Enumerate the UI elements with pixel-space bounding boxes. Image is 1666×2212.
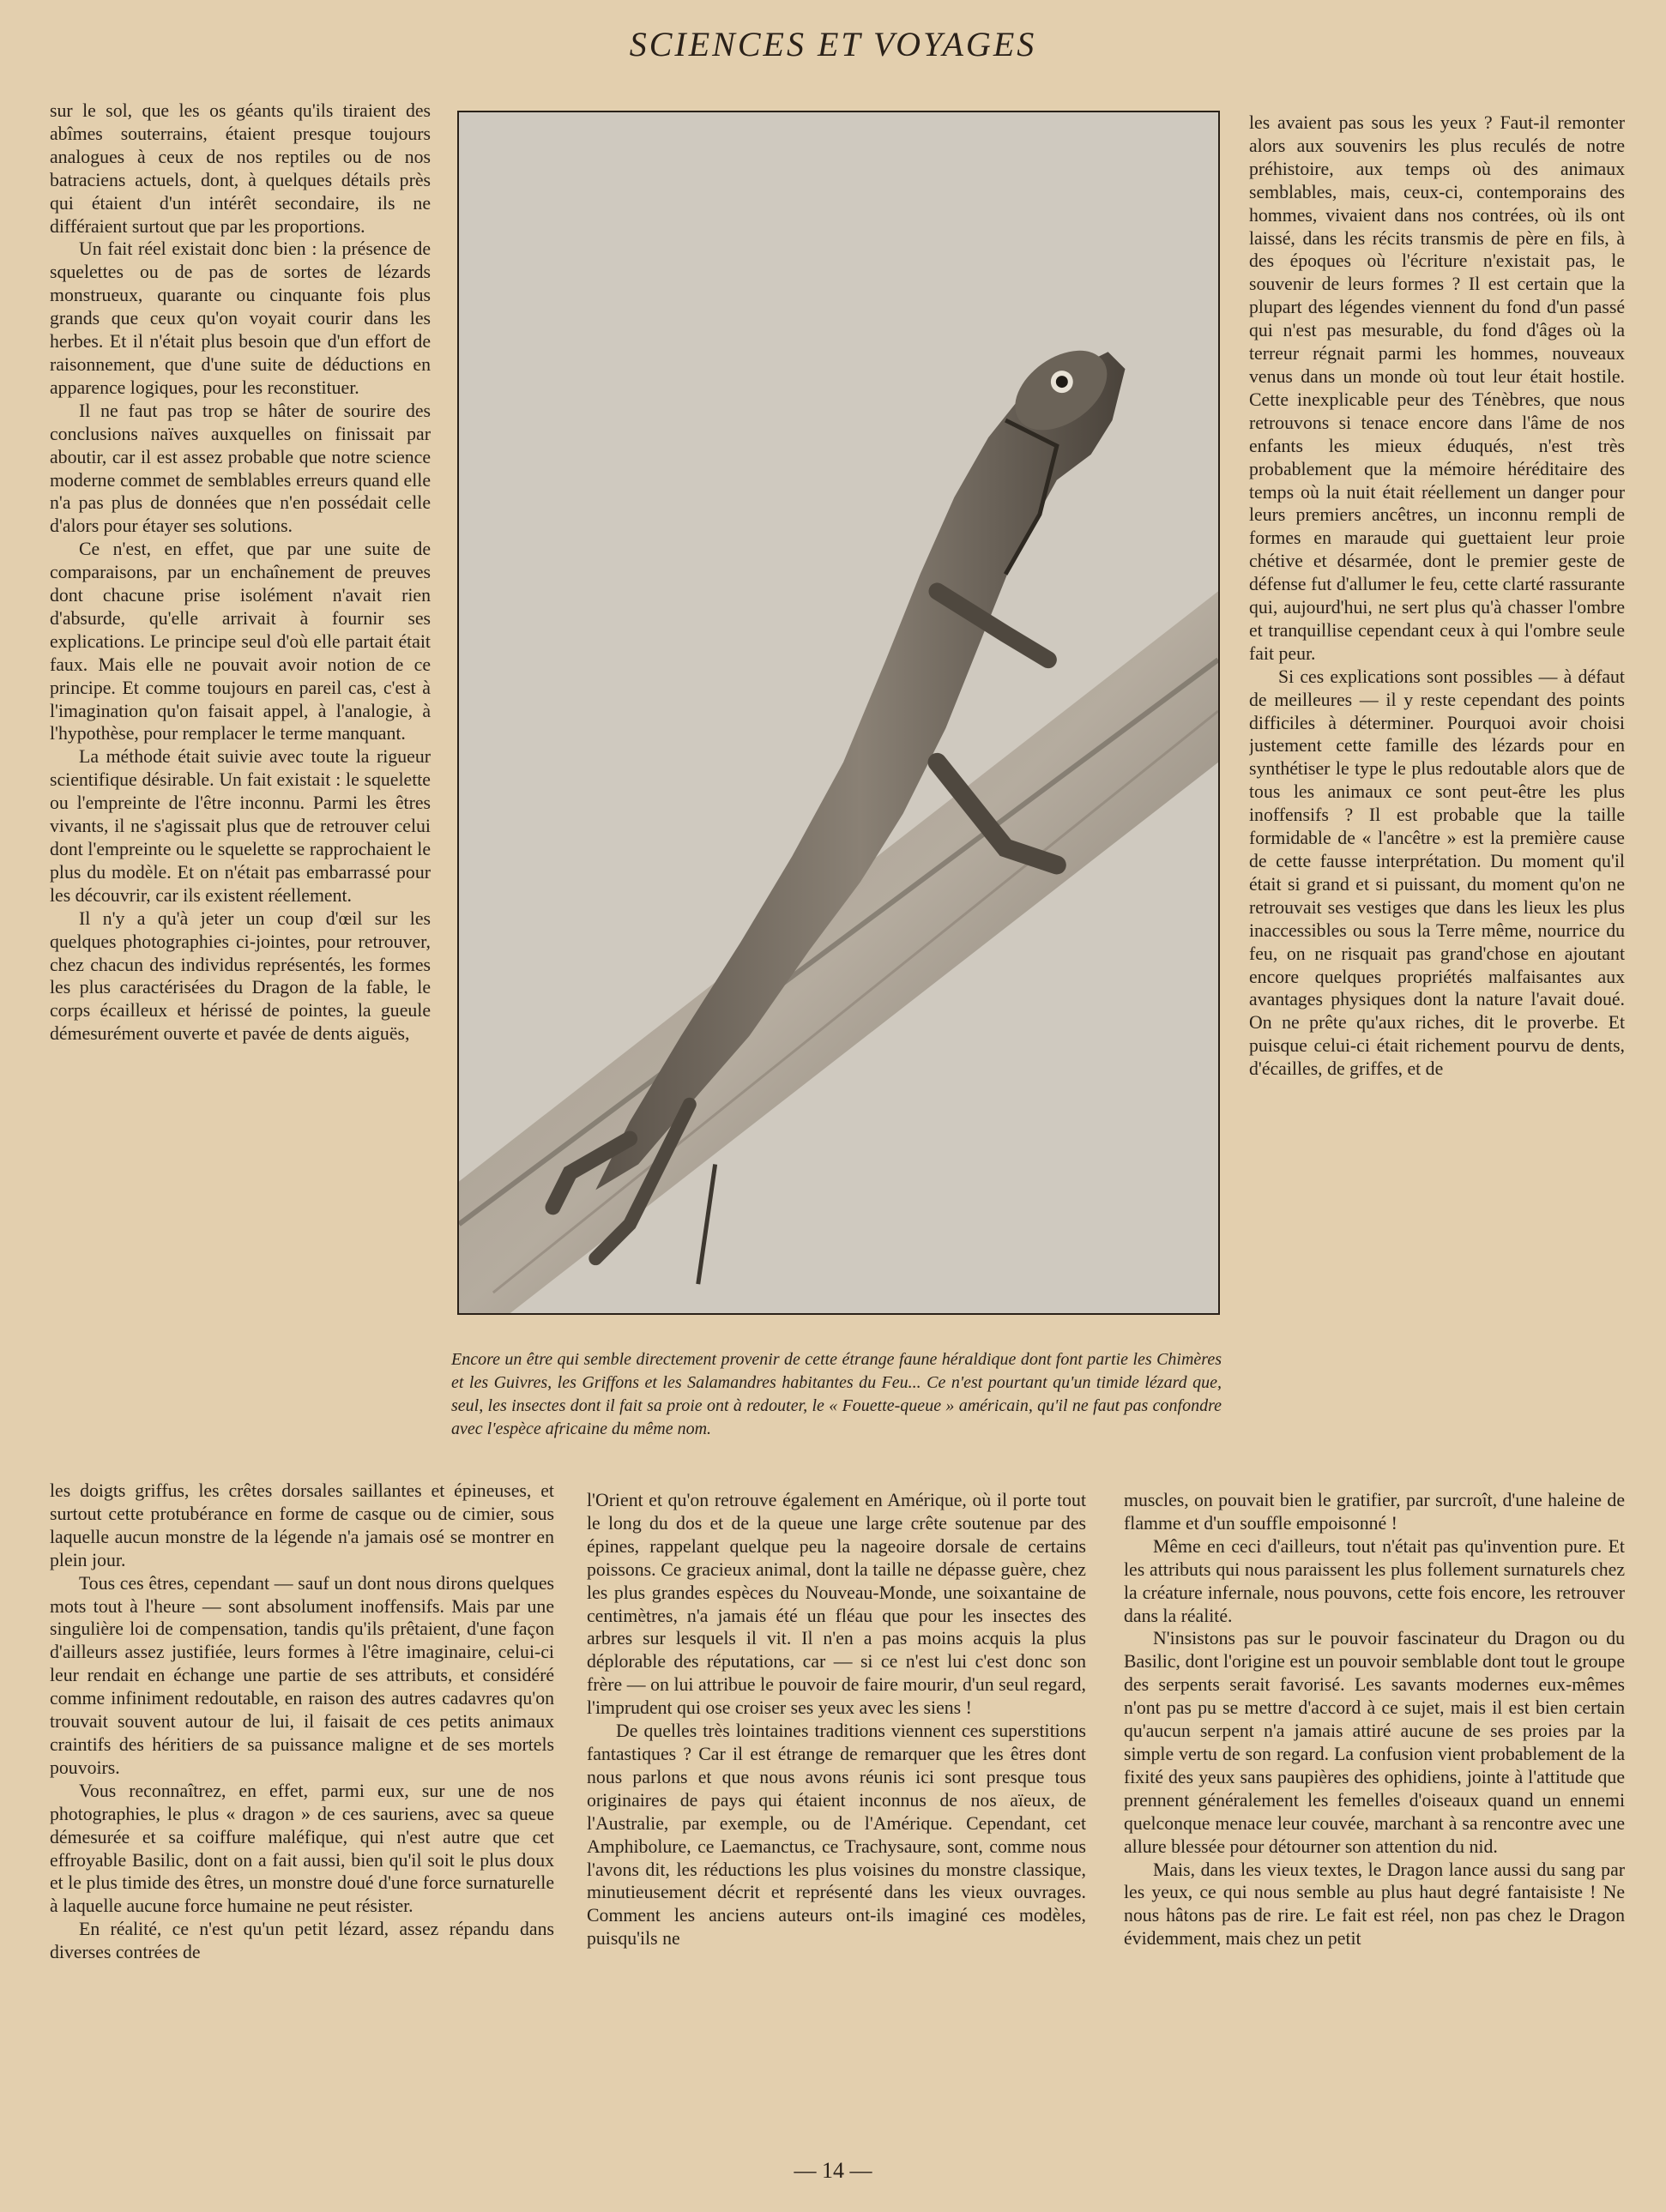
paragraph: Même en ceci d'ailleurs, tout n'était pas qu'invention pure. Et les attributs qui nous paraissent les plus follement surnaturels chez la créature infernale, nous pouvons, cette fois encore, les retrouver dans la réalité. (1124, 1535, 1625, 1626)
page-number: — 14 — (794, 2158, 872, 2183)
page-header: SCIENCES ET VOYAGES (629, 25, 1037, 63)
paragraph: Si ces explications sont possibles — à défaut de meilleures — il y reste cependant des points difficiles à déterminer. Pourquoi avoir choisi justement cette famille des lézards pour en synthétiser le type le plus redoutable alors que de tous les animaux ce sont peut-être les plus inoffensifs ? Il est probable que la taille formidable de « l'ancêtre » est la première cause de cette fausse interprétation. Du moment qu'il était si grand et si puissant, du moment qu'on ne retrouvait ses vestiges que dans les lieux les plus inaccessibles ou sous la Terre même, nourrice du feu, on ne risquait pas grand'chose en ajoutant encore quelques propriétés malfaisantes aux avantages physiques dont la nature l'avait doué. On ne prête qu'aux riches, dit le proverbe. Et puisque celui-ci était richement pourvu de dents, d'écailles, de griffes, et de (1249, 666, 1625, 1080)
lizard-photograph (457, 111, 1220, 1315)
text-column-bottom-2 (587, 1489, 1086, 2175)
paragraph: Il n'y a qu'à jeter un coup d'œil sur les quelques photographies ci-jointes, pour retrouver, chez chacun des individus représentés, les formes les plus caractérisées du Dragon de la fable, le corps écailleux et hérissé de pointes, la gueule démesurément ouverte et pavée de dents aiguës, (50, 907, 431, 1045)
paragraph: Un fait réel existait donc bien : la présence de squelettes ou de pas de sortes de lézards monstrueux, quarante ou cinquante fois plus grands que ceux qu'on voyait courir dans les herbes. Et il n'était plus besoin que d'un effort de raisonnement, que d'une suite de déductions en apparence logiques, pour les reconstituer. (50, 238, 431, 398)
paragraph: les doigts griffus, les crêtes dorsales saillantes et épineuses, et surtout cette protubérance en forme de casque ou de cimier, sous laquelle aucun monstre de la légende n'a jamais osé se montrer en plein jour. (50, 1480, 554, 1570)
figure-caption: Encore un être qui semble directement provenir de cette étrange faune héraldique dont font partie les Chimères et les Guivres, les Griffons et les Salamandres habitantes du Feu... Ce n'est pourtant qu'un timide lézard que, seul, les insectes dont il fait sa proie ont à redouter, le « Fouette-queue » américain, qu'il ne faut pas confondre avec l'espèce africaine du même nom. (451, 1350, 1222, 1438)
paragraph: Il ne faut pas trop se hâter de sourire des conclusions naïves auxquelles on finissait par aboutir, car il est assez probable que notre science moderne commet de semblables erreurs quand elle n'a pas plus de données que n'en possédait celle d'alors pour étayer ses solutions. (50, 400, 431, 537)
text-column-bottom-1 (50, 1480, 554, 2183)
text-column-bottom-3 (1124, 1489, 1625, 2175)
paragraph: En réalité, ce n'est qu'un petit lézard, assez répandu dans diverses contrées de (50, 1919, 554, 1963)
paragraph: les avaient pas sous les yeux ? Faut-il remonter alors aux souvenirs les plus reculés de notre préhistoire, aux temps où des animaux semblables, mais, ceux-ci, contemporains des hommes, vivaient dans nos contrées, où ils ont laissé, dans les récits transmis de père en fils, à des époques où l'écriture n'existait pas, le souvenir de leurs formes ? Il est certain que la plupart des légendes viennent du fond d'un passé qui n'est pas mesurable, du fond d'âges où la terreur régnait parmi les hommes, nouveaux venus dans un monde où tout leur était hostile. Cette inexplicable peur des Ténèbres, que nous retrouvons si tenace encore dans l'âme de nos enfants les mieux éduqués, n'est très probablement que la mémoire héréditaire des temps où la nuit était réellement un danger pour leurs premiers ancêtres, un inconnu rempli de formes en maraude qui guettaient leur proie chétive et désarmée, dont le premier geste de défense fut d'allumer le feu, cette clarté rassurante qui, aujourd'hui, ne sert plus qu'à chasser l'ombre et tranquillise cependant ceux à qui l'ombre seule fait peur. (1249, 112, 1625, 664)
paragraph: De quelles très lointaines traditions viennent ces superstitions fantastiques ? Car il est étrange de remarquer que les êtres dont nous parlons et que nous avons réunis ici sont presque tous originaires de pays qui étaient inconnus de nos aïeux, de l'Australie, par exemple, ou de l'Amérique. Cependant, cet Amphibolure, ce Laemanctus, ce Trachysaure, sont, comme nous l'avons dit, les réductions les plus voisines du monstre classique, minutieusement décrit et représenté dans les vieux ouvrages. Comment les anciens auteurs ont-ils imaginé ces modèles, puisqu'ils ne (587, 1721, 1086, 1950)
lizard-illustration (459, 112, 1218, 1313)
paragraph: N'insistons pas sur le pouvoir fascinateur du Dragon ou du Basilic, dont l'origine est un pouvoir semblable dont tout le groupe des serpents serait favorisé. Les savants modernes eux-mêmes n'ont pas pu se mettre d'accord à ce sujet, mais il est bien certain qu'aucun serpent n'a jamais attiré aucune de ses proies par la simple vertu de son regard. La confusion vient probablement de la fixité des yeux sans paupières des ophidiens, jointe à l'attitude que prennent généralement les femelles d'oiseaux quand un ennemi quelconque menace leur couvée, marchant à sa rencontre avec une allure blessée pour détourner son attention du nid. (1124, 1628, 1625, 1857)
paragraph: muscles, on pouvait bien le gratifier, par surcroît, d'une haleine de flamme et d'un souffle empoisonné ! (1124, 1490, 1625, 1534)
text-column-left (50, 99, 431, 1472)
paragraph: Vous reconnaîtrez, en effet, parmi eux, sur une de nos photographies, le plus « dragon » de ces sauriens, avec sa queue démesurée et sa coiffure maléfique, qui n'est autre que cet effroyable Basilic, dont on a fait aussi, bien qu'il soit le plus doux et le plus timide des êtres, un monstre doué d'une force surnaturelle à laquelle aucune force humaine ne peut résister. (50, 1780, 554, 1917)
paragraph: Tous ces êtres, cependant — sauf un dont nous dirons quelques mots tout à l'heure — sont absolument inoffensifs. Mais par une singulière loi de compensation, tandis qu'ils prêtaient, d'une façon d'ailleurs assez justifiée, leurs formes à l'être imaginaire, celui-ci leur rendait en échange une partie de ses attributs, et considéré comme infiniment redoutable, en raison des autres cadavres qu'on trouvait souvent autour de lui, il faisait de ces petits animaux craintifs des héritiers de sa puissance maligne et de ses mortels pouvoirs. (50, 1572, 554, 1778)
text-column-right (1249, 112, 1625, 1484)
paragraph: Ce n'est, en effet, que par une suite de comparaisons, par un enchaînement de preuves dont chacune prise isolément n'avait rien d'absurde, qu'elle arrivait à fournir ses explications. Le principe seul d'où elle partait était faux. Mais elle ne pouvait avoir notion de ce principe. Et comme toujours en pareil cas, c'est à l'imagination qu'on faisait appel, à l'analogie, à l'hypothèse, pour remplacer le terme manquant. (50, 539, 431, 744)
paragraph: Mais, dans les vieux textes, le Dragon lance aussi du sang par les yeux, ce qui nous semble au plus haut degré fantaisiste ! Ne nous hâtons pas de rire. Le fait est réel, non pas chez le Dragon évidemment, mais chez un petit (1124, 1859, 1625, 1950)
paragraph: sur le sol, que les os géants qu'ils tiraient des abîmes souterrains, étaient presque toujours analogues à ceux de nos reptiles ou de nos batraciens actuels, dont, à quelques détails près qui étaient d'un intérêt secondaire, ils ne différaient surtout que par les proportions. (50, 100, 431, 237)
paragraph: La méthode était suivie avec toute la rigueur scientifique désirable. Un fait existait : le squelette ou l'empreinte de l'être inconnu. Parmi les êtres vivants, il ne s'agissait plus que de retrouver celui dont l'empreinte ou le squelette se rapprochaient le plus du modèle. Et on n'était pas embarrassé pour les découvrir, car ils existent réellement. (50, 746, 431, 906)
paragraph: l'Orient et qu'on retrouve également en Amérique, où il porte tout le long du dos et de la queue une large crête soutenue par des épines, rappelant quelque peu la nageoire dorsale de certains poissons. Ce gracieux animal, dont la taille ne dépasse guère, chez les plus grandes espèces du Nouveau-Monde, une soixantaine de centimètres, n'a jamais été un fléau que pour les insectes des arbres sur lesquels il vit. Il n'en a pas moins acquis la plus déplorable des réputations, car — si ce n'est lui c'est donc son frère — on lui attribue le pouvoir de faire mourir, d'un seul regard, l'imprudent qui ose croiser ses yeux avec les siens ! (587, 1490, 1086, 1719)
